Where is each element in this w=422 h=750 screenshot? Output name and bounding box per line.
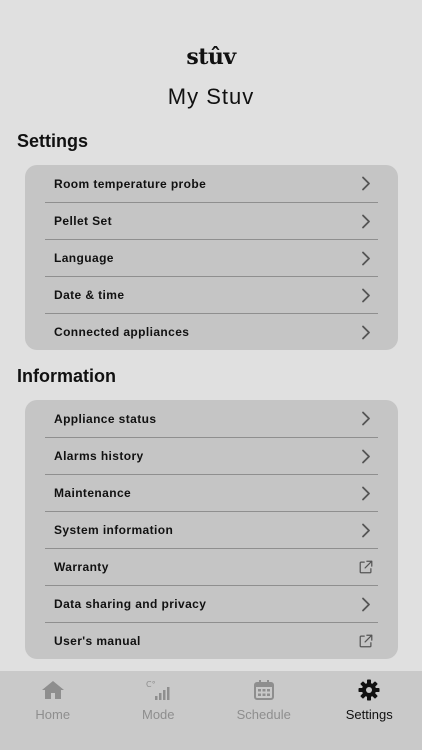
info-item-maintenance[interactable] [45,474,378,511]
chevron-right-icon [358,324,374,340]
settings-section-title: Settings [17,131,89,151]
tab-home[interactable] [0,671,106,750]
settings-item-label: Language [54,251,114,265]
calendar-icon [251,678,277,702]
info-item-alarms-history[interactable] [45,437,378,474]
chevron-right-icon [358,411,374,427]
information-card [25,400,398,659]
info-item-label: User's manual [54,634,141,648]
settings-item-date-time[interactable] [45,276,378,313]
page-title: My Stuv [167,84,255,109]
info-item-label: Alarms history [54,449,144,463]
tab-label: Settings [345,707,393,722]
mode-icon [145,678,171,702]
home-icon [40,678,66,702]
tab-label: Schedule [236,707,291,722]
info-item-label: Appliance status [54,411,157,426]
settings-item-label: Date & time [54,288,125,302]
chevron-right-icon [358,287,374,303]
chevron-right-icon [358,176,374,192]
info-item-label: Data sharing and privacy [54,597,207,611]
settings-item-label: Room temperature probe [54,176,207,191]
settings-item-room-temperature-probe[interactable] [45,165,378,202]
header [0,0,422,120]
svg-text:C°: C° [146,680,156,689]
tab-label: Mode [141,707,175,722]
settings-item-language[interactable] [45,239,378,276]
chevron-right-icon [358,250,374,266]
chevron-right-icon [358,213,374,229]
chevron-right-icon [358,596,374,612]
chevron-right-icon [358,448,374,464]
tab-label: Home [35,707,71,722]
gear-icon [356,678,382,702]
information-section-title: Information [17,366,116,386]
info-item-users-manual[interactable] [45,622,378,659]
settings-item-label: Pellet Set [54,214,113,228]
tab-bar [0,671,422,750]
info-item-appliance-status[interactable] [45,400,378,437]
settings-item-pellet-set[interactable] [45,202,378,239]
chevron-right-icon [358,522,374,538]
settings-item-label: Connected appliances [54,325,190,339]
info-item-warranty[interactable] [45,548,378,585]
info-item-system-information[interactable] [45,511,378,548]
tab-mode[interactable] [106,671,212,750]
settings-item-connected-appliances[interactable] [45,313,378,350]
external-link-icon [358,633,374,649]
settings-card [25,165,398,350]
info-item-label: Maintenance [54,486,132,500]
tab-settings[interactable] [317,671,422,750]
tab-schedule[interactable] [211,671,317,750]
external-link-icon [358,559,374,575]
info-item-label: Warranty [54,560,109,574]
info-item-data-sharing[interactable] [45,585,378,622]
info-item-label: System information [54,523,174,537]
brand-logo: stûv [186,44,236,70]
chevron-right-icon [358,485,374,501]
